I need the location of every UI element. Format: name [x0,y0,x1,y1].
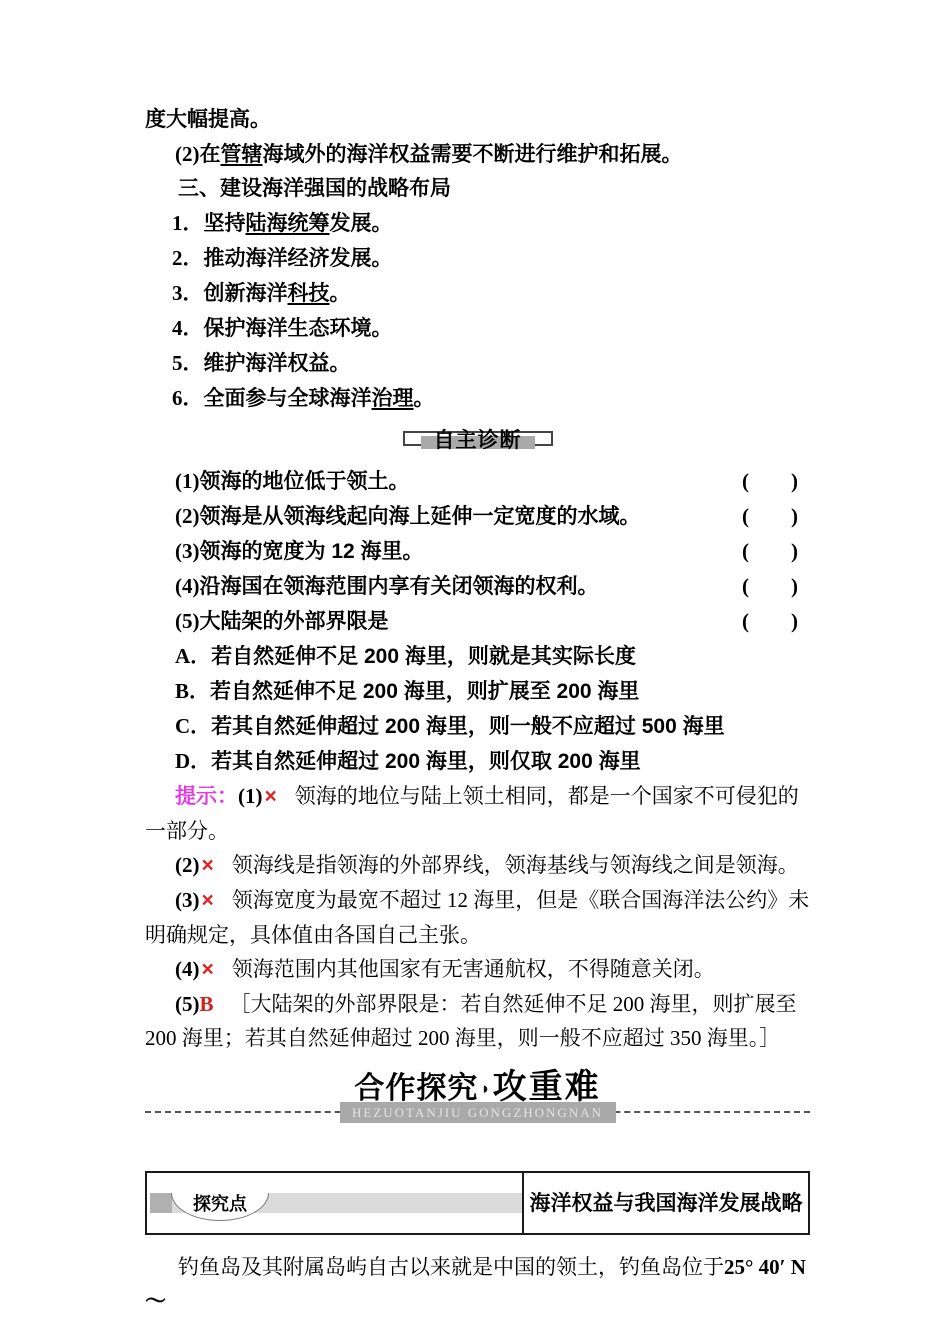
question-row [145,534,810,569]
answer-blank: ( ) [742,574,798,598]
question-row [145,569,810,604]
option-a [145,639,810,674]
hint-4 [145,952,810,987]
option-letter: C． [175,714,212,738]
hint-text: 领海范围内其他国家有无害通航权，不得随意关闭。 [231,957,715,981]
strategy-item-6: 6．全面参与全球海洋治理。 [172,386,435,410]
point2-pre: 在 [199,143,221,166]
cooperation-banner [145,1069,810,1123]
coordinates-text: 25° 40′ N～ [145,1255,806,1313]
hint-marker: (2) [175,853,200,877]
hint-text: 领海的地位与陆上领土相同，都是一个国家不可侵犯的一部分。 [145,784,799,843]
hint-marker: (5) [175,992,200,1016]
item-number: 2． [172,246,204,270]
hint-label: 提示： [175,785,238,808]
wrong-mark: × [201,854,214,877]
hint-marker: (4) [175,957,200,981]
question-text: 领海是从领海线起向海上延伸一定宽度的水域。 [199,505,641,528]
selfcheck-header [393,424,563,452]
question-text: 大陆架的外部界限是 [199,610,389,633]
inquiry-title: 海洋权益与我国海洋发展战略 [529,1191,803,1215]
wrong-mark: × [264,785,277,808]
point2-post: 海域外的海洋权益需要不断进行维护和拓展。 [262,143,683,166]
hint-text: 领海线是指领海的外部界线，领海基线与领海线之间是领海。 [231,853,799,877]
option-d [145,744,810,779]
banner-title [145,1069,810,1107]
answer-letter: B [199,992,214,1016]
option-text: 若其自然延伸超过 200 海里，则仅取 200 海里 [211,750,641,773]
hint-3 [145,883,810,952]
selfcheck-title: 自主诊断 [433,429,522,452]
inquiry-tab-cell [147,1173,524,1233]
option-c [145,709,810,744]
wrong-mark: × [201,889,214,912]
answer-blank: ( ) [742,504,798,528]
strategy-item-2: 2．推动海洋经济发展。 [172,246,393,270]
strategy-item-3: 3．创新海洋科技。 [172,281,351,305]
point2-underlined: 管辖 [220,143,263,166]
item-number: 4． [172,316,204,340]
banner-title-accent: 攻重难 [492,1068,601,1106]
question-row [145,604,810,639]
strategy-item-4: 4．保护海洋生态环境。 [172,316,393,340]
continuation-line: 度大幅提高。 [145,108,271,131]
page-content [145,0,810,1318]
option-text: 若其自然延伸超过 200 海里，则一般不应超过 500 海里 [211,715,725,738]
inquiry-tab-label: 探究点 [193,1194,247,1214]
question-marker: (2) [175,504,200,528]
question-text: 领海的宽度为 12 海里。 [199,540,424,563]
hint-marker: (1) [238,784,263,808]
item-number: 6． [172,386,204,410]
option-letter: B． [175,679,211,703]
hint-2 [145,848,810,883]
hint-text: 领海宽度为最宽不超过 12 海里，但是《联合国海洋法公约》未明确规定，具体值由各国自己主张。 [145,888,810,947]
inquiry-point-box [145,1171,810,1235]
question-row [145,464,810,499]
question-list [145,464,810,639]
banner-divider-icon: ◗ [480,1079,491,1098]
hint-marker: (3) [175,888,200,912]
item-number: 1． [172,211,204,235]
hint-1 [145,779,810,848]
answer-blank: ( ) [742,609,798,633]
option-list [145,639,810,779]
point2-line [145,137,810,172]
inquiry-tab [171,1193,269,1221]
option-text: 若自然延伸不足 200 海里，则就是其实际长度 [211,645,636,668]
answer-blank: ( ) [742,469,798,493]
item-number: 3． [172,281,204,305]
tab-dark-segment [150,1193,172,1213]
question-marker: (3) [175,539,200,563]
section-title: 三、建设海洋强国的战略布局 [178,177,451,200]
option-b [145,674,810,709]
question-marker: (5) [175,609,200,633]
question-marker: (1) [175,469,200,493]
option-letter: D． [175,749,212,773]
strategy-item-5: 5．维护海洋权益。 [172,351,351,375]
hint-section [145,779,810,1055]
banner-title-main: 合作探究 [354,1072,479,1105]
option-text: 若自然延伸不足 200 海里，则扩展至 200 海里 [210,680,640,703]
hint-5 [145,987,810,1055]
bottom-paragraph [145,1250,810,1318]
point2-marker: (2) [175,142,200,166]
question-row [145,499,810,534]
strategy-item-1: 1．坚持陆海统筹发展。 [172,211,393,235]
answer-blank: ( ) [742,539,798,563]
item-number: 5． [172,351,204,375]
wrong-mark: × [201,958,214,981]
banner-pinyin: HEZUOTANJIU GONGZHONGNAN [352,1105,603,1120]
bottom-text: 钓鱼岛及其附属岛屿自古以来就是中国的领土，钓鱼岛位于 [178,1255,724,1279]
question-text: 领海的地位低于领土。 [199,470,410,493]
hint-text: ［大陆架的外部界限是：若自然延伸不足 200 海里，则扩展至 200 海里；若其自然延伸超过 200 海里，则一般不应超过 350 海里。］ [145,992,797,1050]
option-letter: A． [175,644,212,668]
question-text: 沿海国在领海范围内享有关闭领海的权利。 [199,575,599,598]
question-marker: (4) [175,574,200,598]
inquiry-title-cell [524,1173,808,1233]
